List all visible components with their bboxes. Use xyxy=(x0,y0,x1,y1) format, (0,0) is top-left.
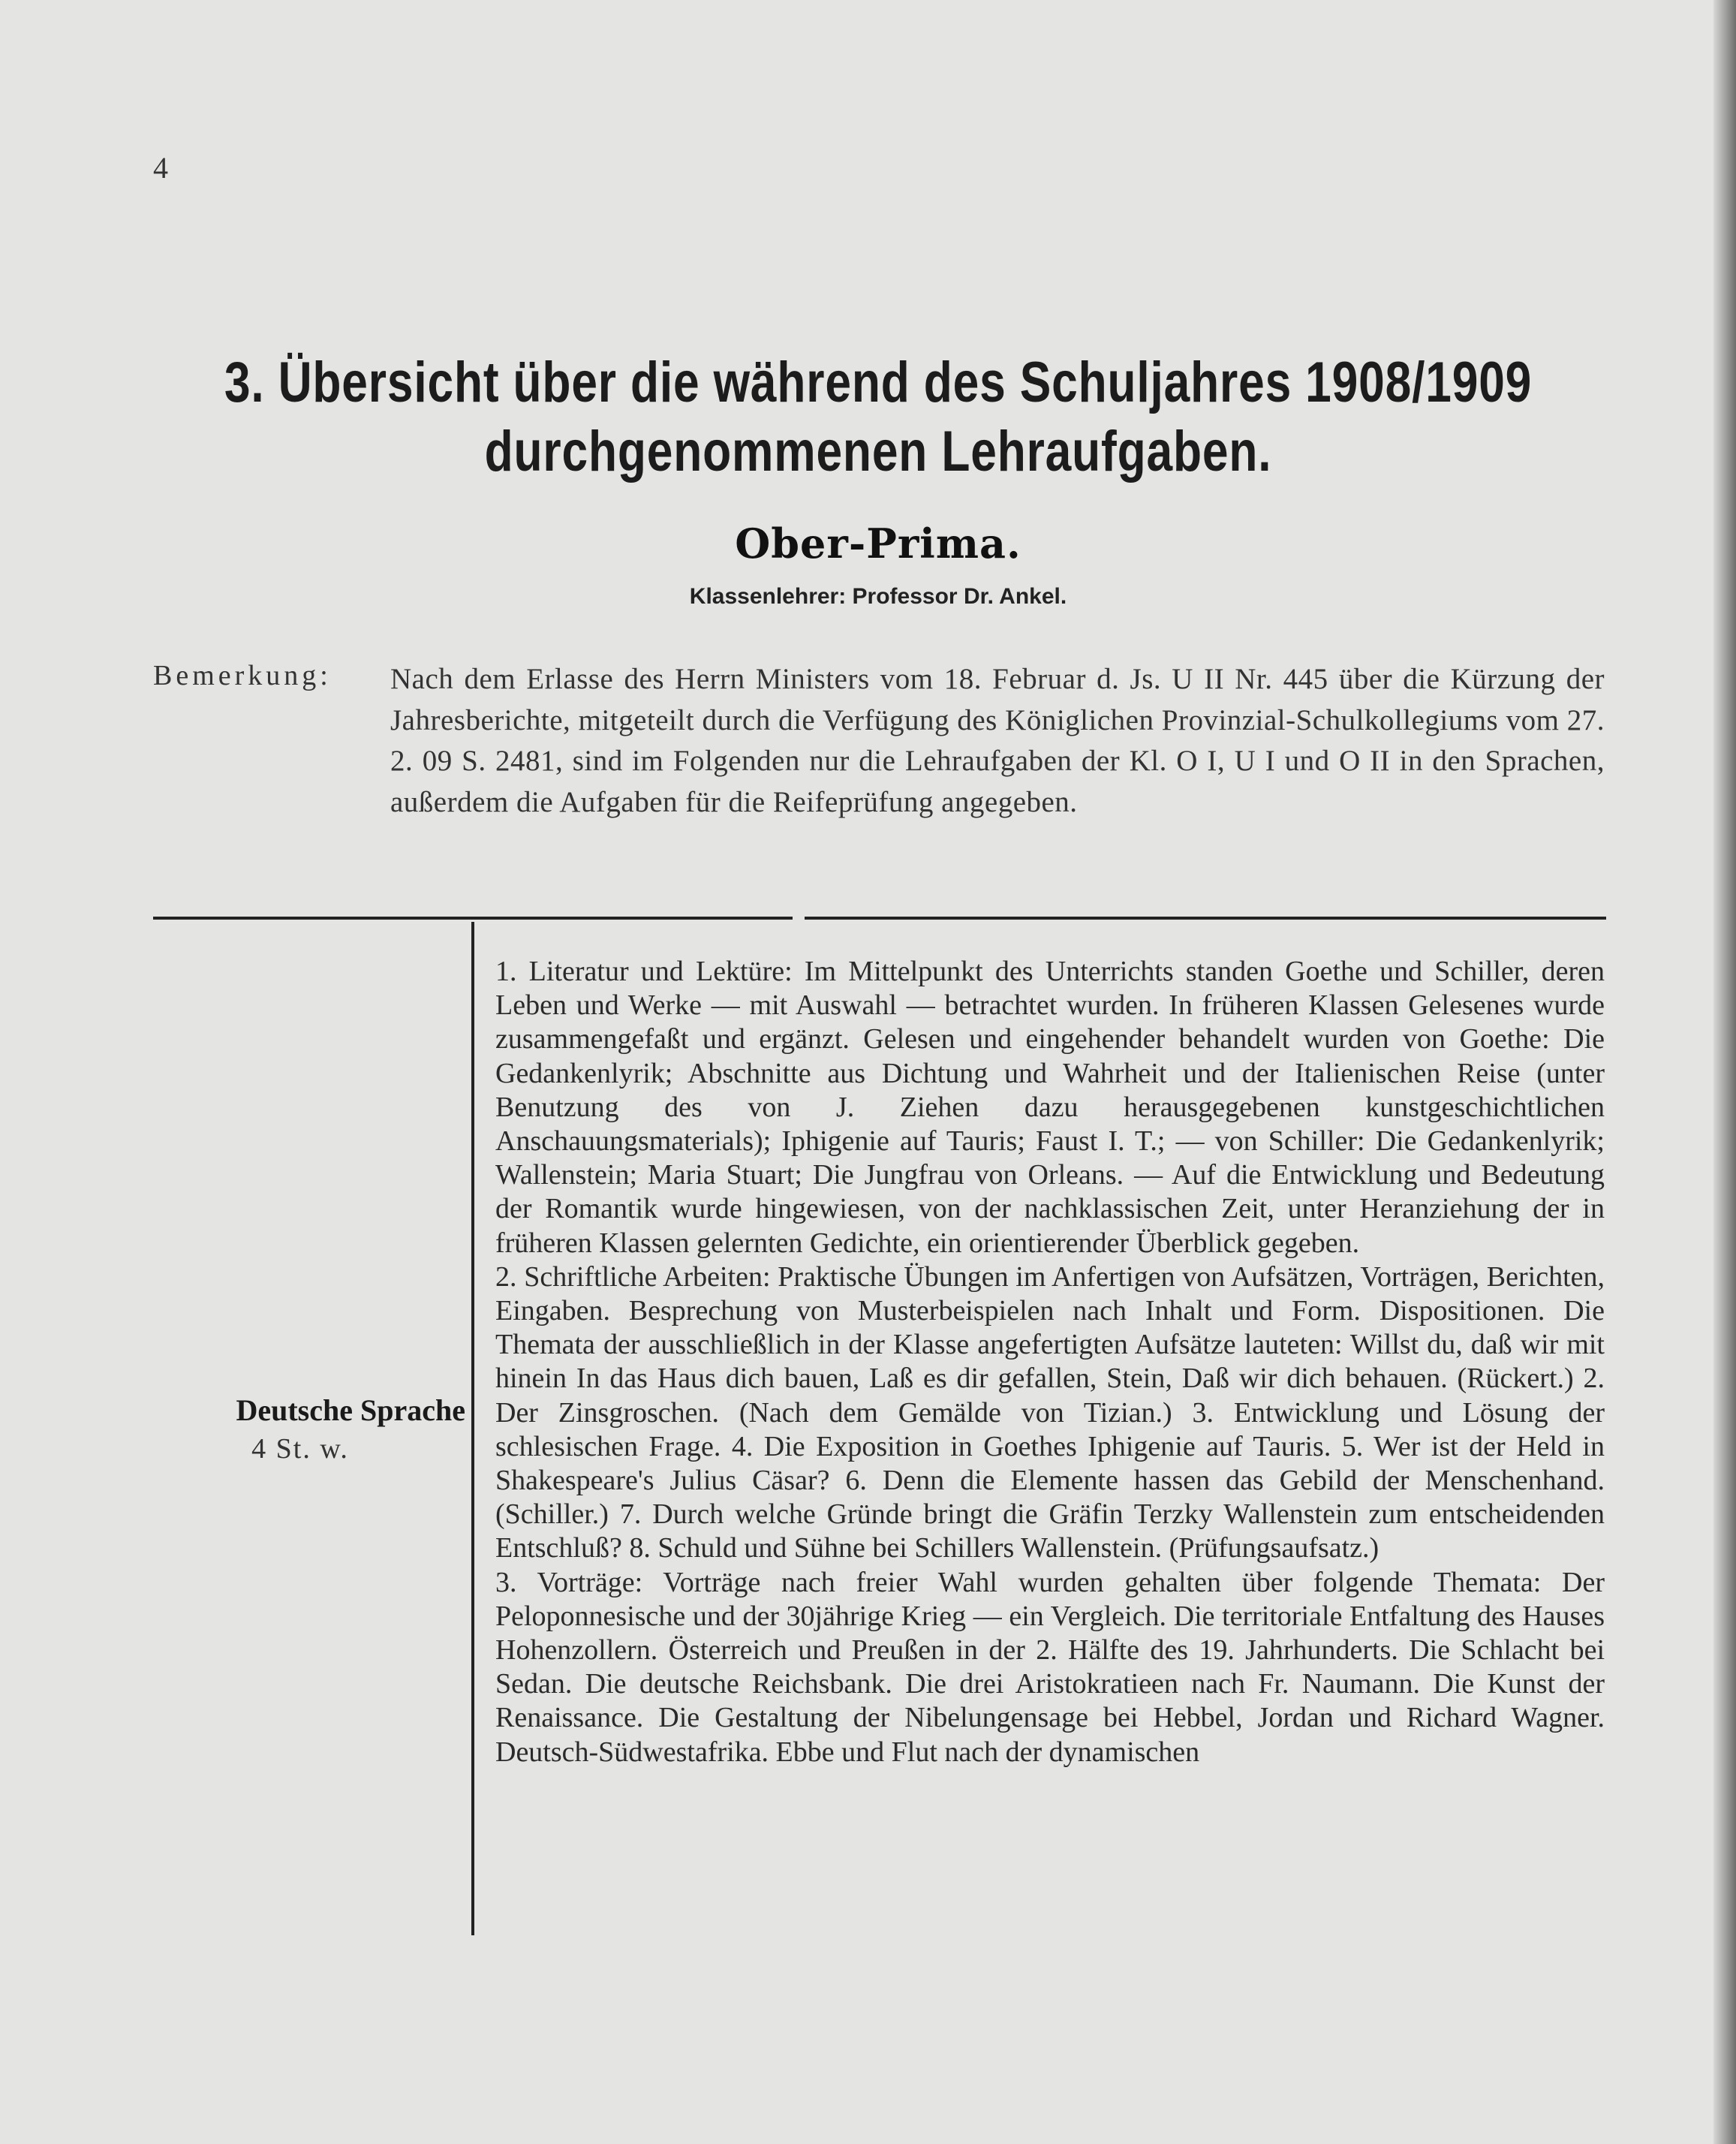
content-paragraph-written-work: 2. Schriftliche Arbeiten: Praktische Übungen im Anfertigen von Aufsätzen, Vorträgen, Berichten, Eingaben. Besprechung von Musterbeispielen nach Inhalt und Form. Dispositionen. Die Themata der ausschließlich in der Klasse angefertigten Aufsätze lauteten: Willst du, daß wir mit hinein In das Haus dich bauen, Laß es dir gefallen, Stein, Daß wir dich behauen. (Rückert.) 2. Der Zinsgroschen. (Nach dem Gemälde von Tizian.) 3. Entwicklung und Lösung der schlesischen Frage. 4. Die Exposition in Goethes Iphigenie auf Tauris. 5. Wer ist der Held in Shakespeare's Julius Cäsar? 6. Denn die Elemente hassen das Gebild der Menschenhand. (Schiller.) 7. Durch welche Gründe bringt die Gräfin Terzky Wallenstein zum entscheidenden Entschluß? 8. Schuld und Sühne bei Schillers Wallenstein. (Prüfungsaufsatz.) xyxy=(495,1260,1605,1564)
subject-content xyxy=(495,955,1605,1769)
class-teacher: Klassenlehrer: Professor Dr. Ankel. xyxy=(689,584,1067,609)
content-paragraph-literature: 1. Literatur und Lektüre: Im Mittelpunkt des Unterrichts standen Goethe und Schiller, deren Leben und Werke — mit Auswahl — betrachtet wurden. In früheren Klassen Gelesenes wurde zusammengefaßt und ergänzt. Gelesen und eingehender behandelt wurden von Goethe: Die Gedankenlyrik; Abschnitte aus Dichtung und Wahrheit und der Italienischen Reise (unter Benutzung des von J. Ziehen dazu herausgegebenen kunstgeschichtlichen Anschauungsmaterials); Iphigenie auf Tauris; Faust I. T.; — von Schiller: Die Gedankenlyrik; Wallenstein; Maria Stuart; Die Jungfrau von Orleans. — Auf die Entwicklung und Bedeutung der Romantik wurde hingewiesen, von der nachklassischen Zeit, unter Heranziehung der in früheren Klassen gelernten Gedichte, ein orientierender Überblick gegeben. xyxy=(495,956,1605,1259)
section-heading-line-2: durchgenommenen Lehraufgaben. xyxy=(484,420,1272,483)
table-column-divider xyxy=(471,922,474,1935)
content-paragraph-lectures: 3. Vorträge: Vorträge nach freier Wahl wurden gehalten über folgende Themata: Der Peloponnesische und der 30jährige Krieg — ein Vergleich. Die territoriale Entfaltung des Hauses Hohenzollern. Österreich und Preußen in der 2. Hälfte des 19. Jahrhunderts. Die Schlacht bei Sedan. Die deutsche Reichsbank. Die drei Aristokratieen nach Fr. Naumann. Die Kunst der Renaissance. Die Gestaltung der Nibelungensage bei Hebbel, Jordan und Richard Wagner. Deutsch-Südwestafrika. Ebbe und Flut nach der dynamischen xyxy=(495,1566,1605,1768)
remark-label: Bemerkung: xyxy=(153,660,332,691)
subject-hours: 4 St. w. xyxy=(251,1433,349,1465)
class-title: Ober-Prima. xyxy=(735,519,1021,568)
page-edge-shadow xyxy=(1713,0,1736,2144)
subject-name: Deutsche Sprache xyxy=(236,1393,465,1427)
table-top-rule-left xyxy=(153,917,793,920)
page-number: 4 xyxy=(153,151,168,185)
table-top-rule-right xyxy=(805,917,1606,920)
remark-text: Nach dem Erlasse des Herrn Ministers vom 18. Februar d. Js. U II Nr. 445 über die Kürzung der Jahresberichte, mitgeteilt durch die Verfügung des Königlichen Provinzial-Schulkollegiums vom 27. 2. 09 S. 2481, sind im Folgenden nur die Lehraufgaben der Kl. O I, U I und O II in den Sprachen, außerdem die Aufgaben für die Reifeprüfung angegeben. xyxy=(390,663,1605,818)
section-heading-line-1: 3. Übersicht über die während des Schuljahres 1908/1909 xyxy=(224,351,1533,414)
